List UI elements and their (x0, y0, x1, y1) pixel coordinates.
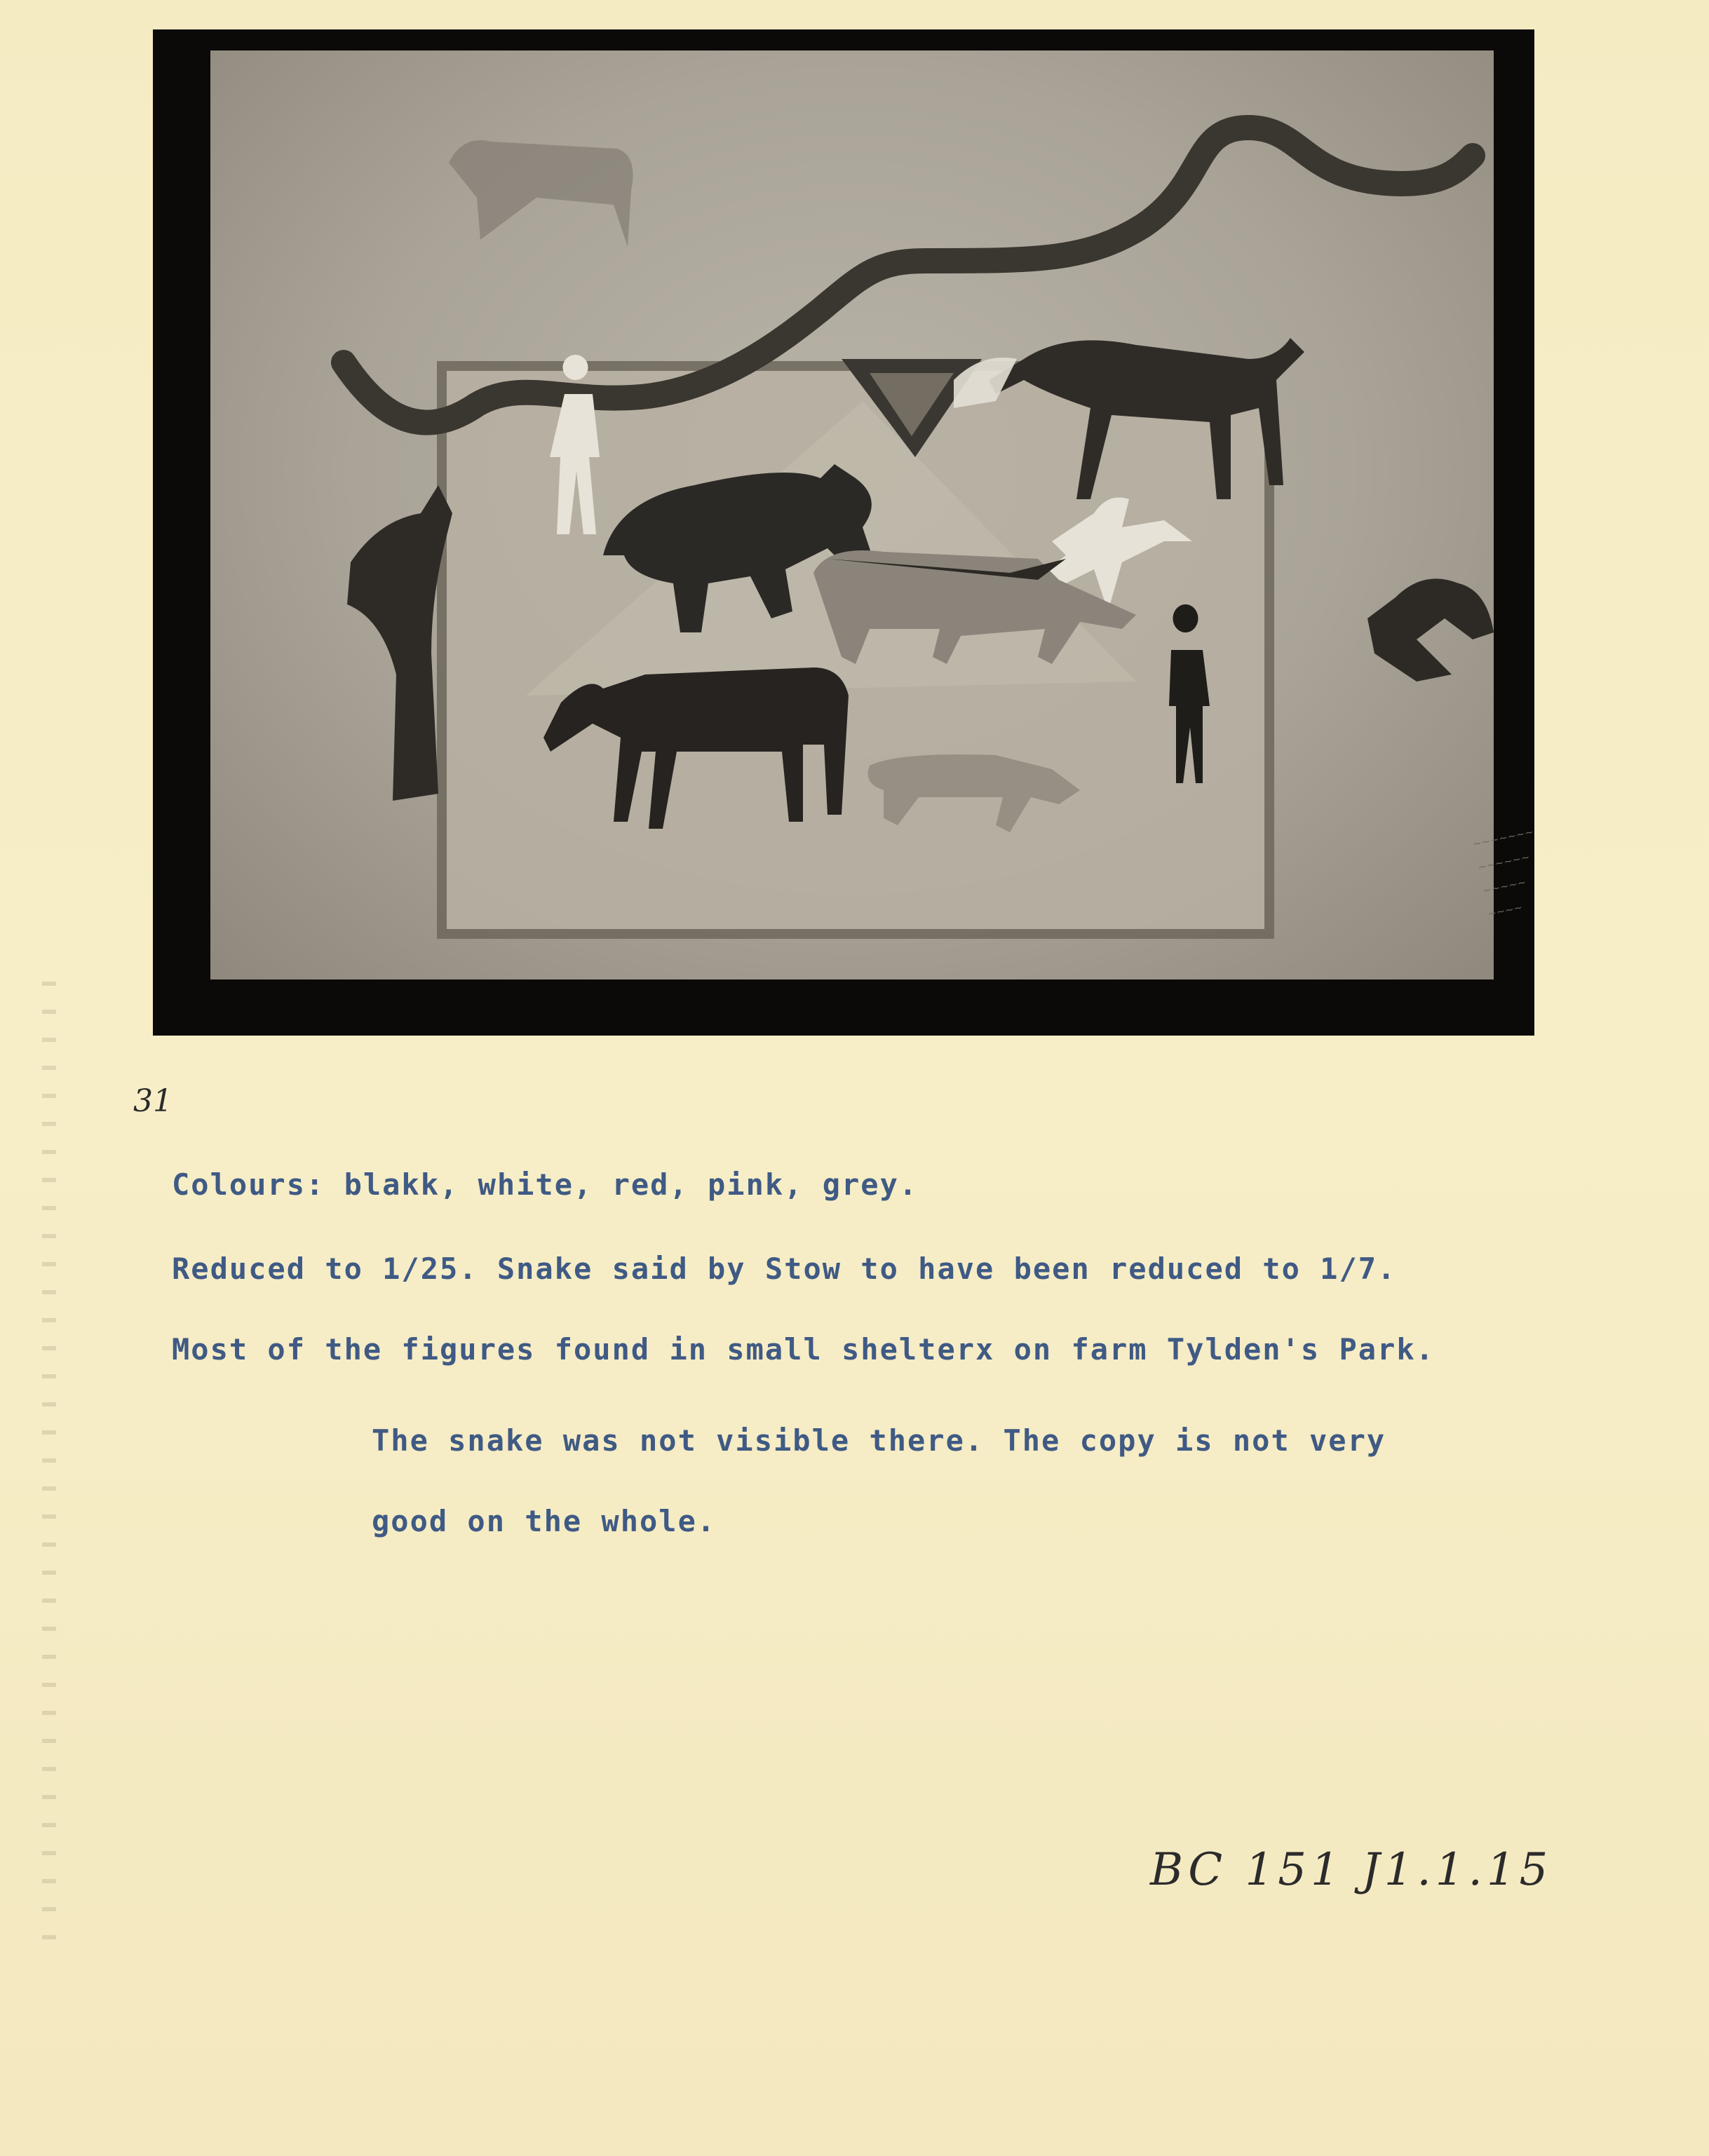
rock-art-illustration (210, 50, 1494, 979)
figures-line: Most of the figures found in small shelterx on farm Tylden's Park. (172, 1332, 1435, 1367)
snake-note-line-1: The snake was not visible there. The copy is not very (372, 1423, 1386, 1458)
paper-edge (42, 982, 56, 1963)
colours-line: Colours: blakk, white, red, pink, grey. (172, 1167, 919, 1202)
rock-art-photograph (210, 50, 1535, 979)
reference-number: BC 151 J1.1.15 (1150, 1844, 1553, 1896)
giraffe-figure (347, 485, 452, 801)
photograph-frame (153, 29, 1534, 1036)
faint-animal-figure (449, 140, 633, 247)
handwritten-caption: ~~~~~~~ ~~~~~~ ~~~~~ ~~~~ (1471, 825, 1535, 921)
snake-note-line-2: good on the whole. (372, 1504, 717, 1538)
horse-figure (1367, 578, 1494, 682)
reduced-line: Reduced to 1/25. Snake said by Stow to have been reduced to 1/7. (172, 1252, 1397, 1286)
photo-number: 31 (133, 1083, 173, 1119)
